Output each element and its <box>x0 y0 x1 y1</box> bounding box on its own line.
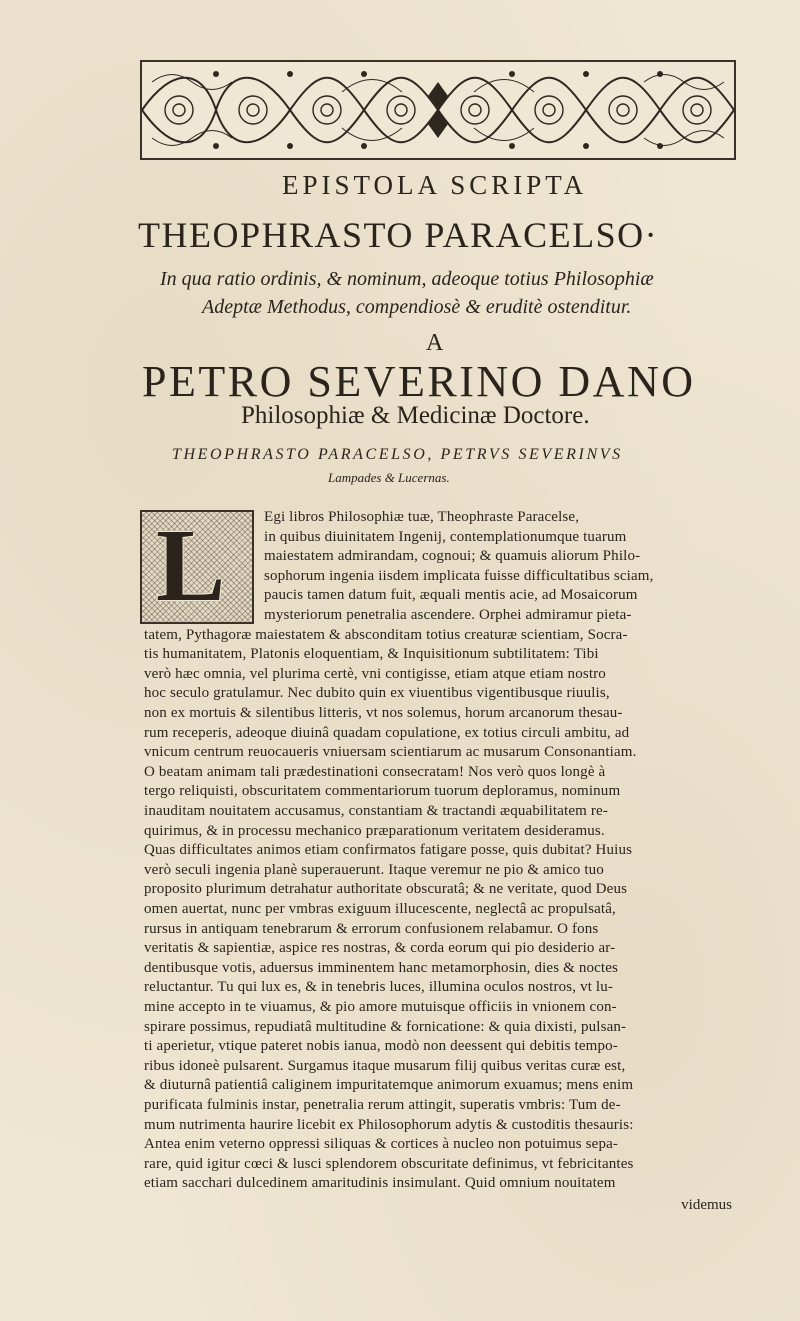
body-line: rare, quid igitur cœci & lusci splendorem obscuritate definimus, vt febricitantes <box>144 1155 634 1172</box>
salutation-line-1: THEOPHRASTO PARACELSO, PETRVS SEVERINVS <box>172 446 623 463</box>
body-line: hoc seculo gratulamur. Nec dubito quin ex viuentibus vigentibusque riuulis, <box>144 685 610 702</box>
body-line: vnicum centrum reuocaueris vniuersam scientiarum ac musarum Consonantiam. <box>144 744 637 761</box>
body-line: mum nutrimenta haurire licebit ex Philosophorum adytis & custoditis thesauris: <box>144 1116 634 1133</box>
body-line: verò hæc omnia, vel plurima certè, vni contigisse, etiam atque etiam nostro <box>144 665 606 682</box>
salutation-line-2: Lampades & Lucernas. <box>328 470 450 485</box>
body-line: quirimus, & in processu mechanico præparationum veritatem desideramus. <box>144 822 605 839</box>
body-line: tergo reliquisti, obscuritatem commentariorum tuorum deploramus, nominum <box>144 783 621 800</box>
body-line: in quibus diuinitatem Ingenij, contemplationumque tuarum <box>264 528 627 545</box>
heading-author-title: Philosophiæ & Medicinæ Doctore. <box>241 402 590 429</box>
body-line: tis humanitatem, Platonis eloquentiam, & Inquisitionum subtilitatem: Tibi <box>144 646 599 663</box>
body-line: paucis tamen datum fuit, æquali mentis acie, ad Mosaicorum <box>264 587 638 604</box>
subtitle-line-1: In qua ratio ordinis, & nominum, adeoque totius Philosophiæ <box>160 268 654 290</box>
catchword: videmus <box>681 1197 732 1213</box>
body-line: dentibusque votis, aduersus imminentem hanc metamorphosin, dies & noctes <box>144 959 619 976</box>
body-line: rursus in antiquam tenebrarum & errorum confusionem relabamur. O fons <box>144 920 599 937</box>
heading-addressee: THEOPHRASTO PARACELSO· <box>138 215 659 255</box>
body-line: sophorum ingenia iisdem implicata fuisse difficultatibus sciam, <box>264 567 654 584</box>
body-line: & diuturnâ patientiâ caliginem impuritatemque animorum exuamus; mens enim <box>144 1077 634 1094</box>
body-line: ribus idoneè pulsarent. Surgamus itaque musarum filij quibus veritas curæ est, <box>144 1057 626 1074</box>
headpiece-ornament <box>140 60 736 160</box>
body-line: Antea enim veterno oppressi siliquas & cortices à nucleo non potuimus sepa- <box>144 1136 619 1153</box>
heading-author: PETRO SEVERINO DANO <box>142 357 696 406</box>
body-line: omen auertat, nunc per vmbras exiguum illucescente, neglectâ ac propulsatâ, <box>144 901 616 917</box>
body-line: proposito plurimum detrahatur authoritate obscuratâ; & ne veritate, quod Deus <box>144 881 628 898</box>
body-line: O beatam animam tali prædestinationi consecratam! Nos verò quos longè à <box>144 763 606 780</box>
decorated-initial <box>140 510 254 624</box>
heading-letter-a: A <box>426 330 444 356</box>
body-line: veritatis & sapientiæ, aspice res nostras, & corda eorum qui pio desiderio ar- <box>144 940 616 957</box>
body-line: mine accepto in te viuamus, & pio amore mutuisque officiis in vnionem con- <box>144 999 617 1015</box>
body-line: reluctantur. Tu qui lux es, & in tenebris luces, illumina oculos nostros, vt lu- <box>144 979 614 996</box>
body-line: etiam sacchari dulcedinem amaritudinis insimulant. Quid omnium nouitatem <box>144 1175 616 1192</box>
body-line: maiestatem admirandam, cognoui; & quamuis aliorum Philo- <box>264 548 641 565</box>
heading-epistola: EPISTOLA SCRIPTA <box>282 170 588 200</box>
body-line: inauditam nouitatem accusamus, constantiam & tractandi æquabilitatem re- <box>144 803 608 819</box>
body-line: non ex mortuis & silentibus litteris, vt nos solemus, horum arcanorum thesau- <box>144 705 623 721</box>
body-line: purificata fulminis instar, penetralia rerum attingit, superatis vmbris: Tum de- <box>144 1097 621 1113</box>
body-line: rum receperis, adeoque diuinâ quadam copulatione, ex totius circuli ambitu, ad <box>144 724 630 741</box>
body-line: verò seculi ingenia planè superauerunt. Itaque veremur ne pio & amico tuo <box>144 861 604 878</box>
body-line: mysteriorum penetralia ascendere. Orphei admiramur pieta- <box>264 607 632 623</box>
body-line: tatem, Pythagoræ maiestatem & absconditam totius creaturæ scientiam, Socra- <box>144 626 628 643</box>
body-line: Egi libros Philosophiæ tuæ, Theophraste Paracelse, <box>264 509 580 525</box>
subtitle-line-2: Adeptæ Methodus, compendiosè & eruditè ostenditur. <box>202 296 632 318</box>
body-line: Quas difficultates animos etiam confirmatos fatigare posse, quis dubitat? Huius <box>144 842 633 859</box>
drop-cap-letter: L <box>156 508 226 623</box>
body-line: ti aperietur, vtique pateret nobis ianua, modò non deessent qui debitis tempo- <box>144 1038 618 1055</box>
body-line: spirare possimus, repudiatâ multitudine & fornicatione: & quia dixisti, pulsan- <box>144 1018 627 1035</box>
